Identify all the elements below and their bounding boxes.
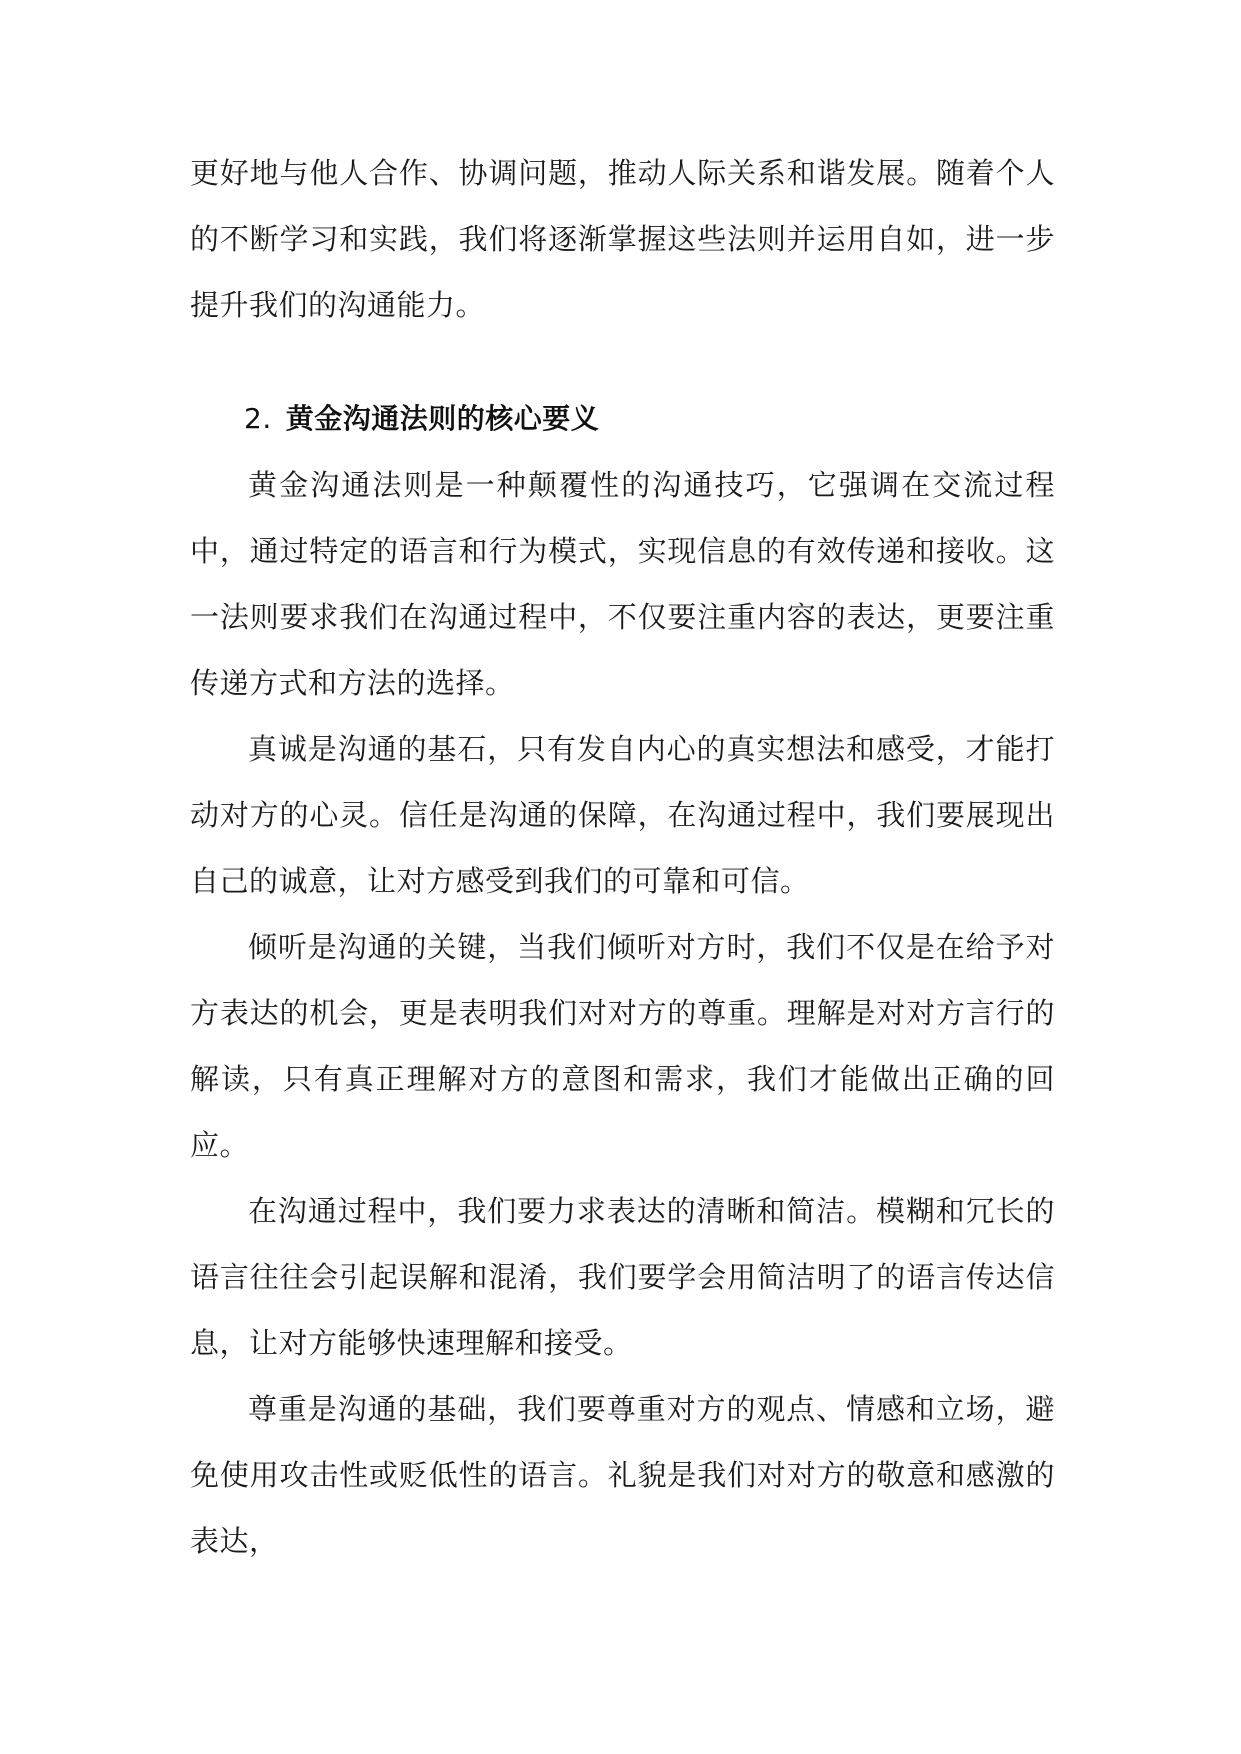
section-heading	[190, 386, 1055, 452]
paragraph-respect-courtesy: 尊重是沟通的基础，我们要尊重对方的观点、情感和立场，避免使用攻击性或贬低性的语言。礼貌是我们对对方的敬意和感激的表达，	[190, 1392, 1055, 1558]
paragraph-listening-understanding: 倾听是沟通的关键，当我们倾听对方时，我们不仅是在给予对方表达的机会，更是表明我们对对方的尊重。理解是对对方言行的解读，只有真正理解对方的意图和需求，我们才能做出正确的回应。	[190, 930, 1055, 1162]
paragraph-golden-rule-intro: 黄金沟通法则是一种颠覆性的沟通技巧，它强调在交流过程中，通过特定的语言和行为模式，实现信息的有效传递和接收。这一法则要求我们在沟通过程中，不仅要注重内容的表达，更要注重传递方式和方法的选择。	[190, 468, 1055, 700]
document-body	[190, 140, 1055, 1574]
paragraph-sincerity-trust: 真诚是沟通的基石，只有发自内心的真实想法和感受，才能打动对方的心灵。信任是沟通的保障，在沟通过程中，我们要展现出自己的诚意，让对方感受到我们的可靠和可信。	[190, 732, 1055, 898]
section-title: 黄金沟通法则的核心要义	[285, 402, 600, 435]
paragraph-clarity-conciseness: 在沟通过程中，我们要力求表达的清晰和简洁。模糊和冗长的语言往往会引起误解和混淆，我们要学会用简洁明了的语言传达信息，让对方能够快速理解和接受。	[190, 1194, 1055, 1360]
paragraph-continuation: 更好地与他人合作、协调问题，推动人际关系和谐发展。随着个人的不断学习和实践，我们将逐渐掌握这些法则并运用自如，进一步提升我们的沟通能力。	[190, 156, 1055, 322]
section-number: 2.	[244, 402, 272, 435]
